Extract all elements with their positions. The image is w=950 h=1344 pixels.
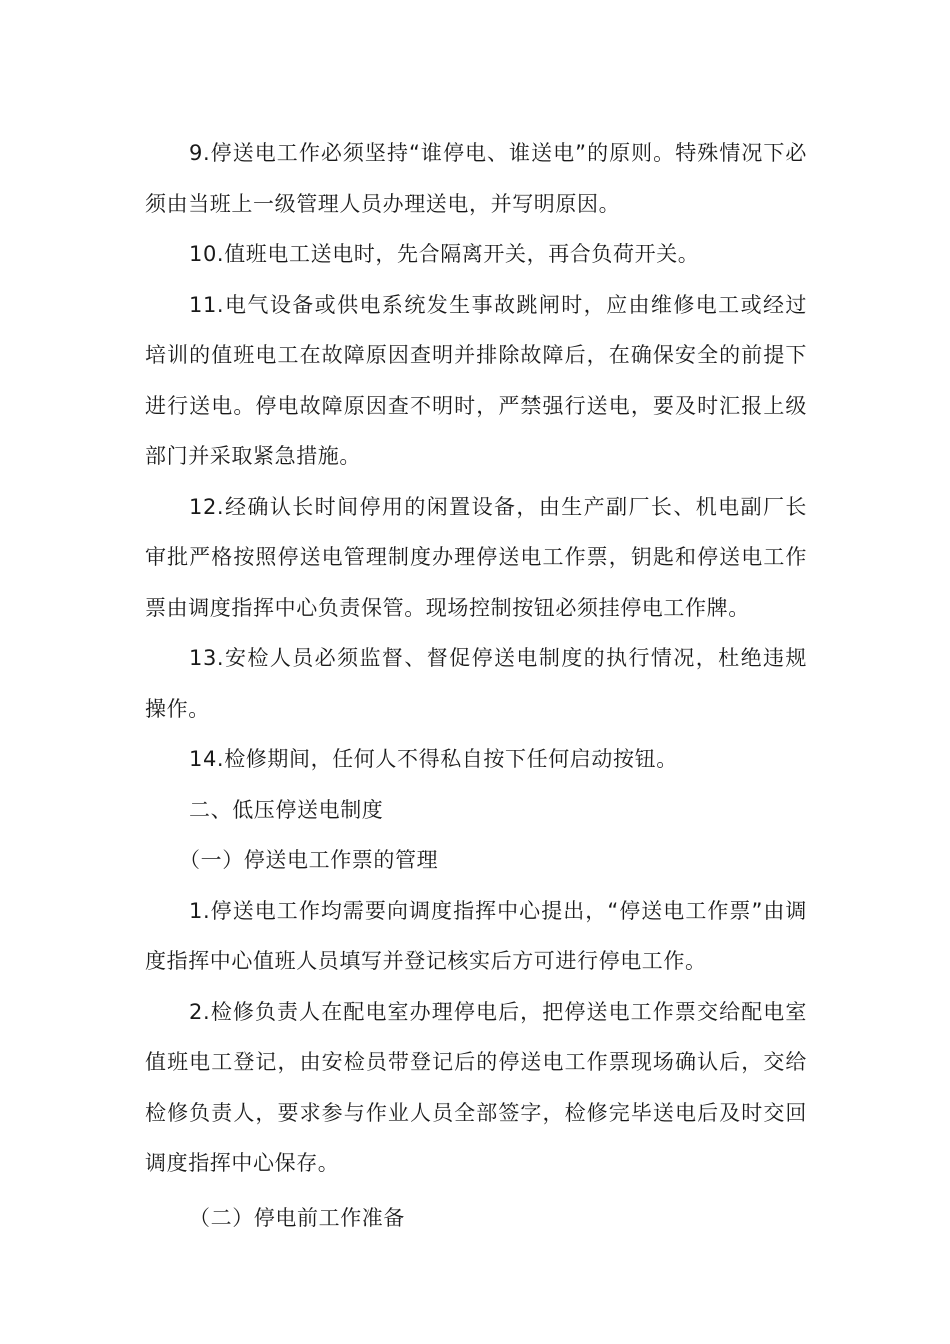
section-heading: 二、低压停送电制度: [189, 797, 384, 822]
paragraph-item-11: 11.电气设备或供电系统发生事故跳闸时，应由维修电工或经过培训的值班电工在故障原因查明并排除故障后，在确保安全的前提下进行送电。停电故障原因查不明时，严禁强行送电，要及时汇报上级部门并采取紧急措施。: [145, 292, 807, 468]
subsection-paragraph-2: 2.检修负责人在配电室办理停电后，把停送电工作票交给配电室值班电工登记，由安检员带登记后的停送电工作票现场确认后，交给检修负责人，要求参与作业人员全部签字，检修完毕送电后及时交回调度指挥中心保存。: [145, 999, 807, 1175]
paragraph-item-13: 13.安检人员必须监督、督促停送电制度的执行情况，杜绝违规操作。: [145, 646, 807, 721]
subsection-heading-ticket-management: （一）停送电工作票的管理: [179, 848, 439, 872]
paragraph-item-12: 12.经确认长时间停用的闲置设备，由生产副厂长、机电副厂长审批严格按照停送电管理制度办理停送电工作票，钥匙和停送电工作票由调度指挥中心负责保管。现场控制按钮必须挂停电工作牌。: [145, 494, 807, 620]
subsection-paragraph-1: 1.停送电工作均需要向调度指挥中心提出，“停送电工作票”由调度指挥中心值班人员填写并登记核实后方可进行停电工作。: [145, 898, 807, 973]
document-body: [145, 128, 807, 1243]
paragraph-item-14: 14.检修期间，任何人不得私自按下任何启动按钮。: [189, 747, 678, 771]
paragraph-item-9: 9.停送电工作必须坚持“谁停电、谁送电”的原则。特殊情况下必须由当班上一级管理人员办理送电，并写明原因。: [145, 141, 807, 216]
subsection-heading-preparation: （二）停电前工作准备: [189, 1205, 405, 1230]
paragraph-item-10: 10.值班电工送电时，先合隔离开关，再合负荷开关。: [189, 242, 700, 266]
